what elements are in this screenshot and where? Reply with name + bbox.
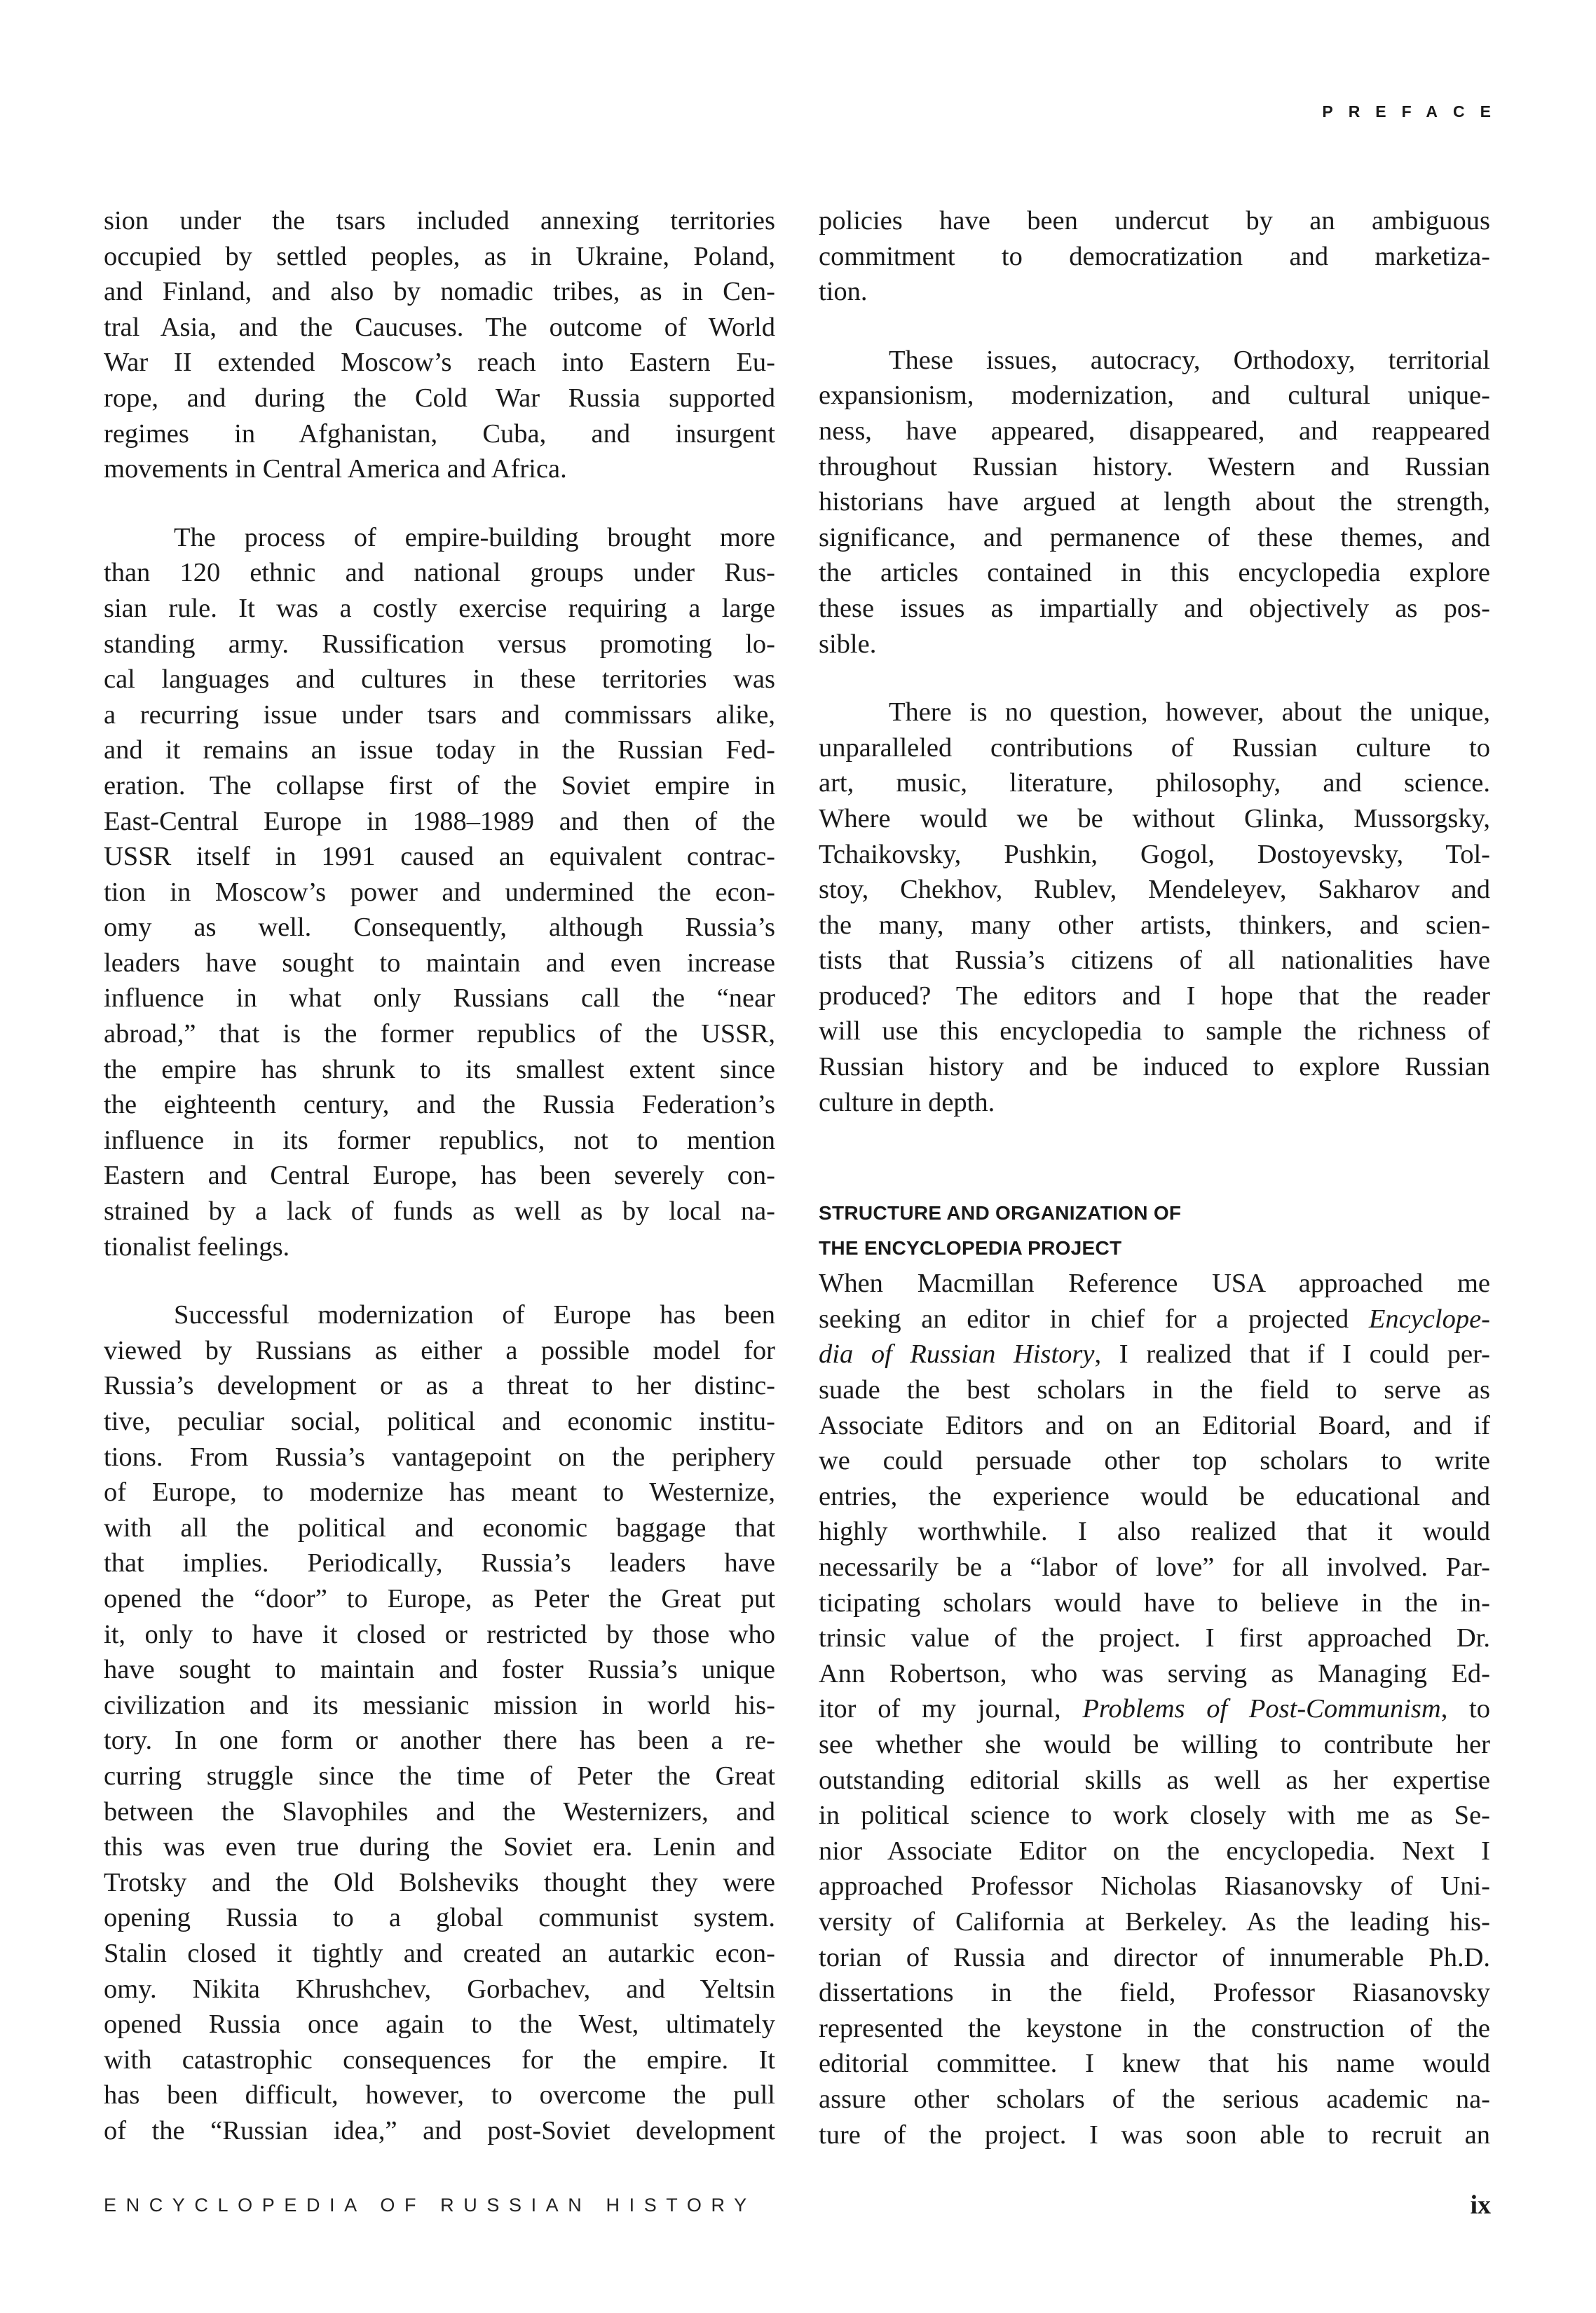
text-line: in political science to work closely with me as Se- [819,1801,1490,1831]
text-line: necessarily be a “labor of love” for all involved. Par- [819,1553,1490,1582]
text-line: ness, have appeared, disappeared, and reappeared [819,416,1490,446]
text-line: represented the keystone in the construction of the [819,2013,1490,2043]
paragraph [104,203,775,487]
text-line: standing army. Russification versus promoting lo- [104,629,775,659]
italic-title: dia of Russian History [819,1339,1095,1370]
text-line: There is no question, however, about the unique, [889,697,1490,728]
text-line: tions. From Russia’s vantagepoint on the periphery [104,1442,775,1472]
text-line: the eighteenth century, and the Russia Federation’s [104,1090,775,1120]
text-line: omy. Nikita Khrushchev, Gorbachev, and Yeltsin [104,1974,775,2004]
text-line: has been difficult, however, to overcome the pull [104,2080,775,2110]
text-line: torian of Russia and director of innumerable Ph.D. [819,1942,1490,1972]
paragraph [819,203,1490,310]
text-line: art, music, literature, philosophy, and science. [819,768,1490,798]
text-line: regimes in Afghanistan, Cuba, and insurgent [104,418,775,449]
text-line: unparalleled contributions of Russian culture to [819,732,1490,763]
text-line: viewed by Russians as either a possible model for [104,1335,775,1365]
section-heading-line: STRUCTURE AND ORGANIZATION OF [819,1202,1182,1224]
text-line: eration. The collapse first of the Soviet empire in [104,770,775,800]
text-line: dia of Russian History, I realized that if I could per- [819,1339,1491,1370]
text-line: Trotsky and the Old Bolsheviks thought they were [104,1867,775,1897]
text-line: produced? The editors and I hope that the reader [819,981,1490,1011]
text-line: curring struggle since the time of Peter the Great [104,1761,775,1791]
text-line: sion under the tsars included annexing territories [104,206,775,236]
text-line: movements in Central America and Africa. [104,454,567,484]
text-line: and Finland, and also by nomadic tribes, as in Cen- [104,277,775,307]
text-line: itor of my journal, Problems of Post-Communism, to [819,1694,1490,1724]
text-line: civilization and its messianic mission in world his- [104,1690,775,1720]
text-line: nior Associate Editor on the encyclopedia. Next I [819,1836,1490,1866]
text-line: commitment to democratization and marketiza- [819,241,1490,271]
text-line: throughout Russian history. Western and Russian [819,451,1490,482]
text-line: abroad,” that is the former republics of the USSR, [104,1019,775,1049]
text-line: between the Slavophiles and the Westernizers, and [104,1796,775,1827]
text-line: of Europe, to modernize has meant to Westernize, [104,1478,775,1508]
text-line: outstanding editorial skills as well as her expertise [819,1765,1490,1795]
text-line: have sought to maintain and foster Russia’s unique [104,1655,775,1685]
page-number: ix [1470,2190,1491,2220]
text-line: of the “Russian idea,” and post-Soviet development [104,2115,775,2145]
text-line: suade the best scholars in the field to serve as [819,1375,1490,1405]
italic-title: Problems of Post-Communism [1082,1694,1441,1724]
text-line: Associate Editors and on an Editorial Board, and if [819,1410,1490,1440]
text-line: and it remains an issue today in the Russian Fed- [104,735,775,765]
text-line: cal languages and cultures in these territories was [104,664,775,695]
text-line: sian rule. It was a costly exercise requiring a large [104,593,775,623]
text-line: opened the “door” to Europe, as Peter the Great put [104,1583,775,1613]
text-line: Russia’s development or as a threat to her distinc- [104,1371,775,1401]
italic-title: Encyclope- [1368,1304,1490,1334]
text-line: ticipating scholars would have to believe in the in- [819,1588,1490,1618]
text-line: sible. [819,629,877,659]
text-line: tion. [819,277,868,307]
text-line: we could persuade other top scholars to write [819,1446,1490,1476]
text-line: When Macmillan Reference USA approached me [819,1269,1490,1299]
text-line: this was even true during the Soviet era. Lenin and [104,1832,775,1862]
section-heading [819,1196,1490,1266]
text-line: USSR itself in 1991 caused an equivalent contrac- [104,842,775,872]
paragraph [104,520,775,1264]
text-line: with all the political and economic baggage that [104,1513,775,1543]
paragraph [819,695,1490,1120]
text-line: historians have argued at length about the strength, [819,487,1490,517]
text-line: East-Central Europe in 1988–1989 and then of the [104,806,775,836]
left-column [104,203,775,2148]
text-line: Eastern and Central Europe, has been severely con- [104,1161,775,1191]
text-line: highly worthwhile. I also realized that it would [819,1517,1490,1547]
footer-publication-title: ENCYCLOPEDIA OF RUSSIAN HISTORY [104,2195,756,2216]
text-line: tive, peculiar social, political and economic institu- [104,1407,775,1436]
text-line: Ann Robertson, who was serving as Managing Ed- [819,1658,1490,1688]
text-line: see whether she would be willing to contribute her [819,1729,1490,1759]
text-line: Russian history and be induced to explore Russian [819,1052,1490,1082]
text-line: policies have been undercut by an ambiguous [819,206,1490,236]
text-line: tists that Russia’s citizens of all nationalities have [819,946,1490,976]
text-line: opened Russia once again to the West, ultimately [104,2010,775,2040]
paragraph [819,1266,1490,2152]
text-line: expansionism, modernization, and cultural unique- [819,381,1490,411]
text-line: influence in what only Russians call the “near [104,983,775,1014]
paragraph [104,1297,775,2148]
text-line: trinsic value of the project. I first approached Dr. [819,1623,1490,1653]
text-line: The process of empire-building brought more [174,522,775,552]
text-line: the many, many other artists, thinkers, and scien- [819,910,1490,940]
text-line: approached Professor Nicholas Riasanovsky of Uni- [819,1871,1490,1902]
text-line: dissertations in the field, Professor Riasanovsky [819,1978,1490,2008]
text-line: stoy, Chekhov, Rublev, Mendeleyev, Sakharov and [819,875,1490,905]
text-line: assure other scholars of the serious academic na- [819,2084,1490,2114]
text-line: Tchaikovsky, Pushkin, Gogol, Dostoyevsky, Tol- [819,839,1490,869]
text-line: entries, the experience would be educational and [819,1481,1490,1511]
text-line: tionalist feelings. [104,1231,290,1262]
text-line: the articles contained in this encyclopedia explore [819,558,1490,588]
paragraph [819,343,1490,662]
text-line: editorial committee. I knew that his name would [819,2049,1490,2079]
text-line: seeking an editor in chief for a projected Encyclope- [819,1304,1490,1334]
text-line: War II extended Moscow’s reach into Eastern Eu- [104,348,775,378]
text-line: Successful modernization of Europe has been [174,1300,775,1330]
text-line: tral Asia, and the Caucuses. The outcome of World [104,312,775,342]
section-heading-line: THE ENCYCLOPEDIA PROJECT [819,1237,1122,1260]
text-line: rope, and during the Cold War Russia supported [104,383,775,413]
running-head: PREFACE [1322,102,1506,121]
text-line: influence in its former republics, not to mention [104,1125,775,1155]
text-line: tion in Moscow’s power and undermined the econ- [104,877,775,907]
right-column [819,203,1490,2152]
text-line: These issues, autocracy, Orthodoxy, territorial [889,345,1490,375]
text-line: Stalin closed it tightly and created an autarkic econ- [104,1938,775,1968]
text-line: tory. In one form or another there has been a re- [104,1726,775,1756]
text-line: leaders have sought to maintain and even increase [104,948,775,978]
text-line: that implies. Periodically, Russia’s leaders have [104,1548,775,1578]
text-line: opening Russia to a global communist system. [104,1903,775,1933]
text-line: Where would we be without Glinka, Mussorgsky, [819,803,1490,833]
text-line: with catastrophic consequences for the empire. It [104,2045,775,2075]
text-line: it, only to have it closed or restricted by those who [104,1619,775,1649]
text-line: versity of California at Berkeley. As the leading his- [819,1906,1490,1937]
text-line: a recurring issue under tsars and commissars alike, [104,700,775,730]
text-line: strained by a lack of funds as well as by local na- [104,1196,775,1227]
text-line: than 120 ethnic and national groups under Rus- [104,558,775,588]
text-line: significance, and permanence of these themes, and [819,522,1490,552]
text-line: occupied by settled peoples, as in Ukraine, Poland, [104,241,775,271]
text-line: the empire has shrunk to its smallest extent since [104,1054,775,1084]
text-line: these issues as impartially and objectively as pos- [819,593,1490,623]
text-line: omy as well. Consequently, although Russia’s [104,913,775,943]
text-line: culture in depth. [819,1087,995,1117]
text-line: ture of the project. I was soon able to recruit an [819,2120,1490,2150]
text-line: will use this encyclopedia to sample the richness of [819,1016,1490,1046]
